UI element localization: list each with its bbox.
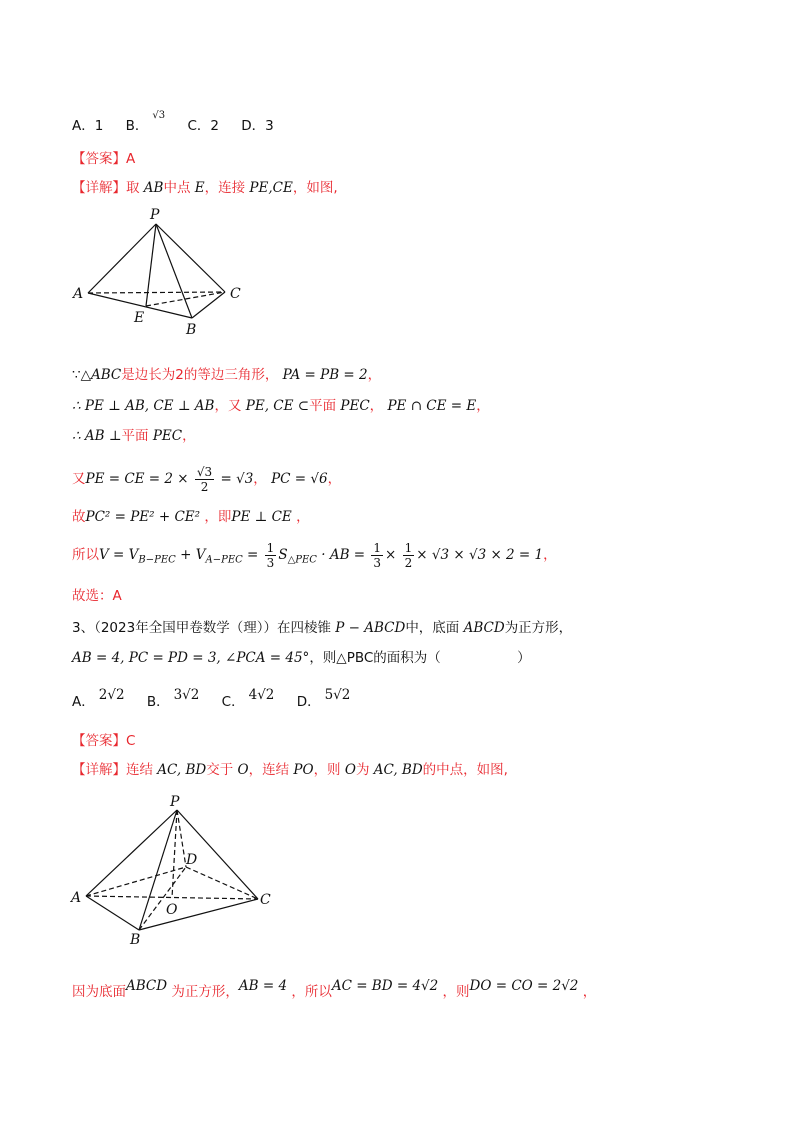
- fraction-one-half: $\frac{1}{2}$: [404, 540, 413, 570]
- fraction-one-third: $\frac{1}{3}$: [266, 540, 275, 570]
- label-a: A: [73, 286, 84, 302]
- q2-options: [72, 106, 292, 136]
- q3-option-a: A． 2√2: [72, 687, 125, 710]
- edge-pc: [156, 224, 225, 292]
- q2-conclusion: 故选：A: [72, 588, 122, 604]
- label-c: C: [230, 286, 241, 302]
- q3-option-b: B． 3√2: [146, 687, 200, 710]
- label-d: D: [186, 852, 198, 868]
- edge-ec-hidden: [146, 292, 225, 306]
- q2-line-1: ∵△ABC是边长为2的等边三角形， PA = PB = 2，: [72, 367, 382, 383]
- edge-bd-hidden: [139, 867, 186, 930]
- q3-statement-line-2: AB = 4, PC = PD = 3, ∠PCA = 45°，则△PBC的面积为（ ）: [72, 650, 531, 666]
- q3-options: [72, 680, 368, 717]
- q2-line-2: ∴ PE ⊥ AB, CE ⊥ AB，又 PE, CE ⊂平面 PEC， PE ∩ CE = E，: [72, 398, 490, 414]
- edge-ac-hidden: [88, 292, 225, 293]
- fraction-sqrt3-over-2: $\frac{√3}{2}$: [196, 464, 213, 494]
- label-a: A: [71, 890, 82, 906]
- label-c: C: [260, 892, 271, 908]
- q3-solution-line-1: 因为底面ABCD 为正方形，AB = 4 ，所以AC = BD = 4√2 ，则DO = CO = 2√2 ，: [72, 978, 597, 1000]
- label-b: B: [130, 932, 141, 948]
- edge-bc: [139, 899, 258, 930]
- fraction-one-third-2: $\frac{1}{3}$: [373, 540, 382, 570]
- label-p: P: [150, 207, 160, 223]
- q3-answer: 【答案】C: [72, 733, 136, 749]
- label-p: P: [170, 794, 180, 810]
- figure-tetrahedron: [70, 200, 260, 340]
- q2-answer: 【答案】A: [72, 151, 136, 167]
- edge-pe: [146, 224, 156, 306]
- q3-detail: 【详解】连结 AC, BD交于 O，连结 PO，则 O为 AC, BD的中点，如图,: [72, 762, 508, 778]
- edge-ab: [86, 896, 139, 930]
- q2-line-3: ∴ AB ⊥平面 PEC，: [72, 428, 196, 444]
- q3-option-c: C． 4√2: [221, 687, 275, 710]
- q2-option-b: B．√3: [125, 110, 166, 134]
- label-e: E: [134, 310, 145, 326]
- q2-line-5: 故PC² = PE² + CE² ，即PE ⊥ CE ，: [72, 509, 310, 525]
- q3-statement-line-1: 3、（2023年全国甲卷数学（理））在四棱锥 P − ABCD中，底面 ABCD为正方形，: [72, 620, 573, 636]
- q2-option-d: D．3: [241, 118, 274, 134]
- edge-dc-hidden: [186, 867, 258, 899]
- q3-option-d: D． 5√2: [296, 687, 351, 710]
- q2-option-c: C．2: [187, 118, 219, 134]
- label-b: B: [186, 322, 197, 338]
- q2-line-6: 所以$V = V_{B-PEC} + V_{A-PEC}$ = $\frac{1}{3}$ $S_{\triangle PEC}$ · AB = $\frac{1}{3}$ × $\frac{1}{2}$ × √3 × √3 × 2 = 1，: [72, 540, 557, 570]
- figure-square-pyramid: [68, 790, 278, 950]
- edge-bc: [192, 292, 225, 318]
- edge-ac-hidden: [86, 896, 258, 899]
- q2-option-a: A．1: [72, 118, 104, 134]
- q2-line-4: 又PE = CE = 2 × $\frac{√3}{2}$ = √3， PC = √6，: [72, 464, 342, 494]
- edge-pb: [156, 224, 192, 318]
- q2-detail: 【详解】取 AB中点 E，连接 PE,CE，如图,: [72, 180, 338, 196]
- label-o: O: [166, 902, 178, 918]
- edge-pa: [88, 224, 156, 293]
